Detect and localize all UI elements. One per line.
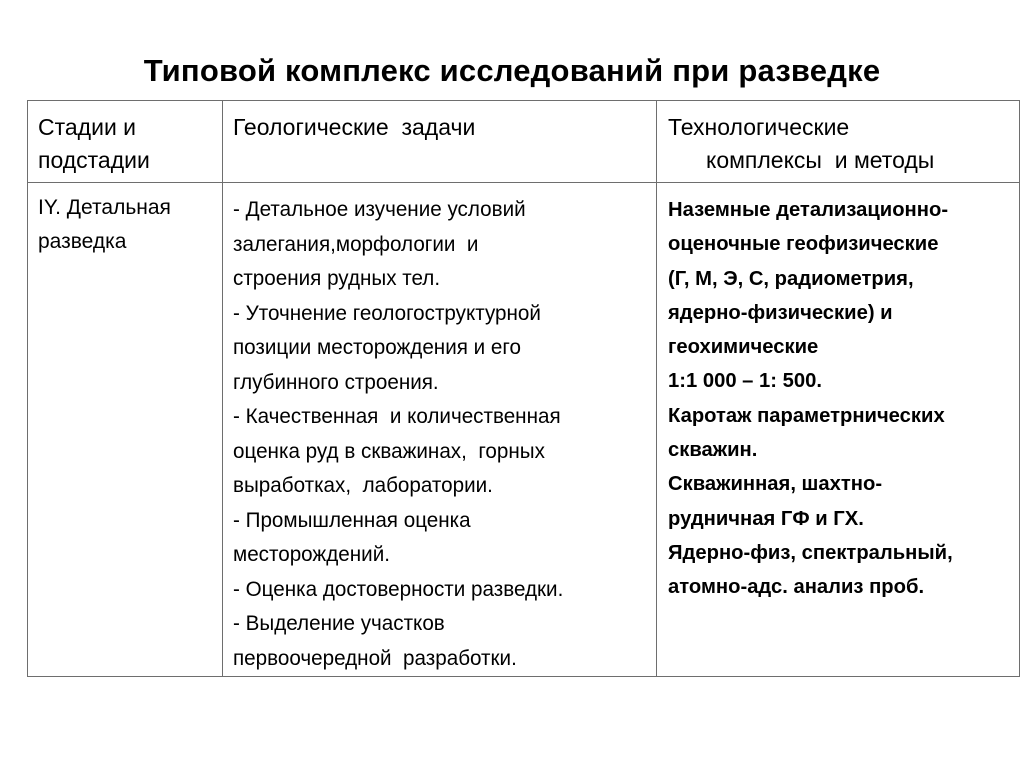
header-cell-stages <box>28 101 223 183</box>
stage-line-2: разведка <box>38 230 127 253</box>
header-tasks-label: Геологические задачи <box>233 114 476 140</box>
task-line: - Промышленная оценка <box>233 508 471 532</box>
task-line: - Выделение участков <box>233 612 445 635</box>
task-line: - Качественная и количественная <box>233 405 561 428</box>
task-line: оценка руд в скважинах, горных <box>233 439 545 463</box>
methods-list <box>657 183 1019 605</box>
tasks-cell <box>223 183 657 677</box>
task-line: строения рудных тел. <box>233 267 441 290</box>
task-line: глубинного строения. <box>233 370 439 394</box>
method-line: Каротаж параметрнических <box>668 403 945 427</box>
method-line: Наземные детализационно- <box>668 198 949 221</box>
header-stages-line-1: Стадии и <box>38 114 137 140</box>
task-line: - Уточнение геологоструктурной <box>233 301 541 325</box>
tasks-list <box>223 183 656 676</box>
task-line: - Оценка достоверности разведки. <box>233 577 564 601</box>
header-cell-tasks <box>223 101 657 183</box>
table-row-detailed-exploration <box>28 183 1020 677</box>
research-complex-table <box>27 100 1020 677</box>
stage-cell <box>28 183 223 677</box>
method-line: 1:1 000 – 1: 500. <box>668 369 822 393</box>
header-methods-line-1: Технологические <box>668 114 850 140</box>
method-line: (Г, М, Э, С, радиометрия, <box>668 266 914 290</box>
method-line: атомно-адс. анализ проб. <box>668 575 925 599</box>
method-line: Скважинная, шахтно- <box>668 472 883 496</box>
task-line: залегания,морфологии и <box>233 232 479 256</box>
table-header-row <box>28 101 1020 183</box>
task-line: позиции месторождения и его <box>233 336 521 359</box>
method-line: Ядерно-физ, спектральный, <box>668 540 953 564</box>
task-line: месторождений. <box>233 543 390 566</box>
method-line: рудничная ГФ и ГХ. <box>668 506 864 530</box>
stage-line-1: IY. Детальная <box>38 196 171 219</box>
slide-title: Типовой комплекс исследований при разведке <box>143 53 881 88</box>
header-cell-methods <box>657 101 1020 183</box>
task-line: - Детальное изучение условий <box>233 198 526 221</box>
task-line: выработках, лаборатории. <box>233 474 493 497</box>
header-stages-line-2: подстадии <box>38 147 150 173</box>
method-line: ядерно-физические) и <box>668 300 893 324</box>
task-line: первоочередной разработки. <box>233 646 517 670</box>
method-line: скважин. <box>668 438 758 462</box>
method-line: оценочные геофизические <box>668 232 939 256</box>
header-methods-line-2: комплексы и методы <box>706 147 935 173</box>
methods-cell <box>657 183 1020 677</box>
method-line: геохимические <box>668 335 819 359</box>
